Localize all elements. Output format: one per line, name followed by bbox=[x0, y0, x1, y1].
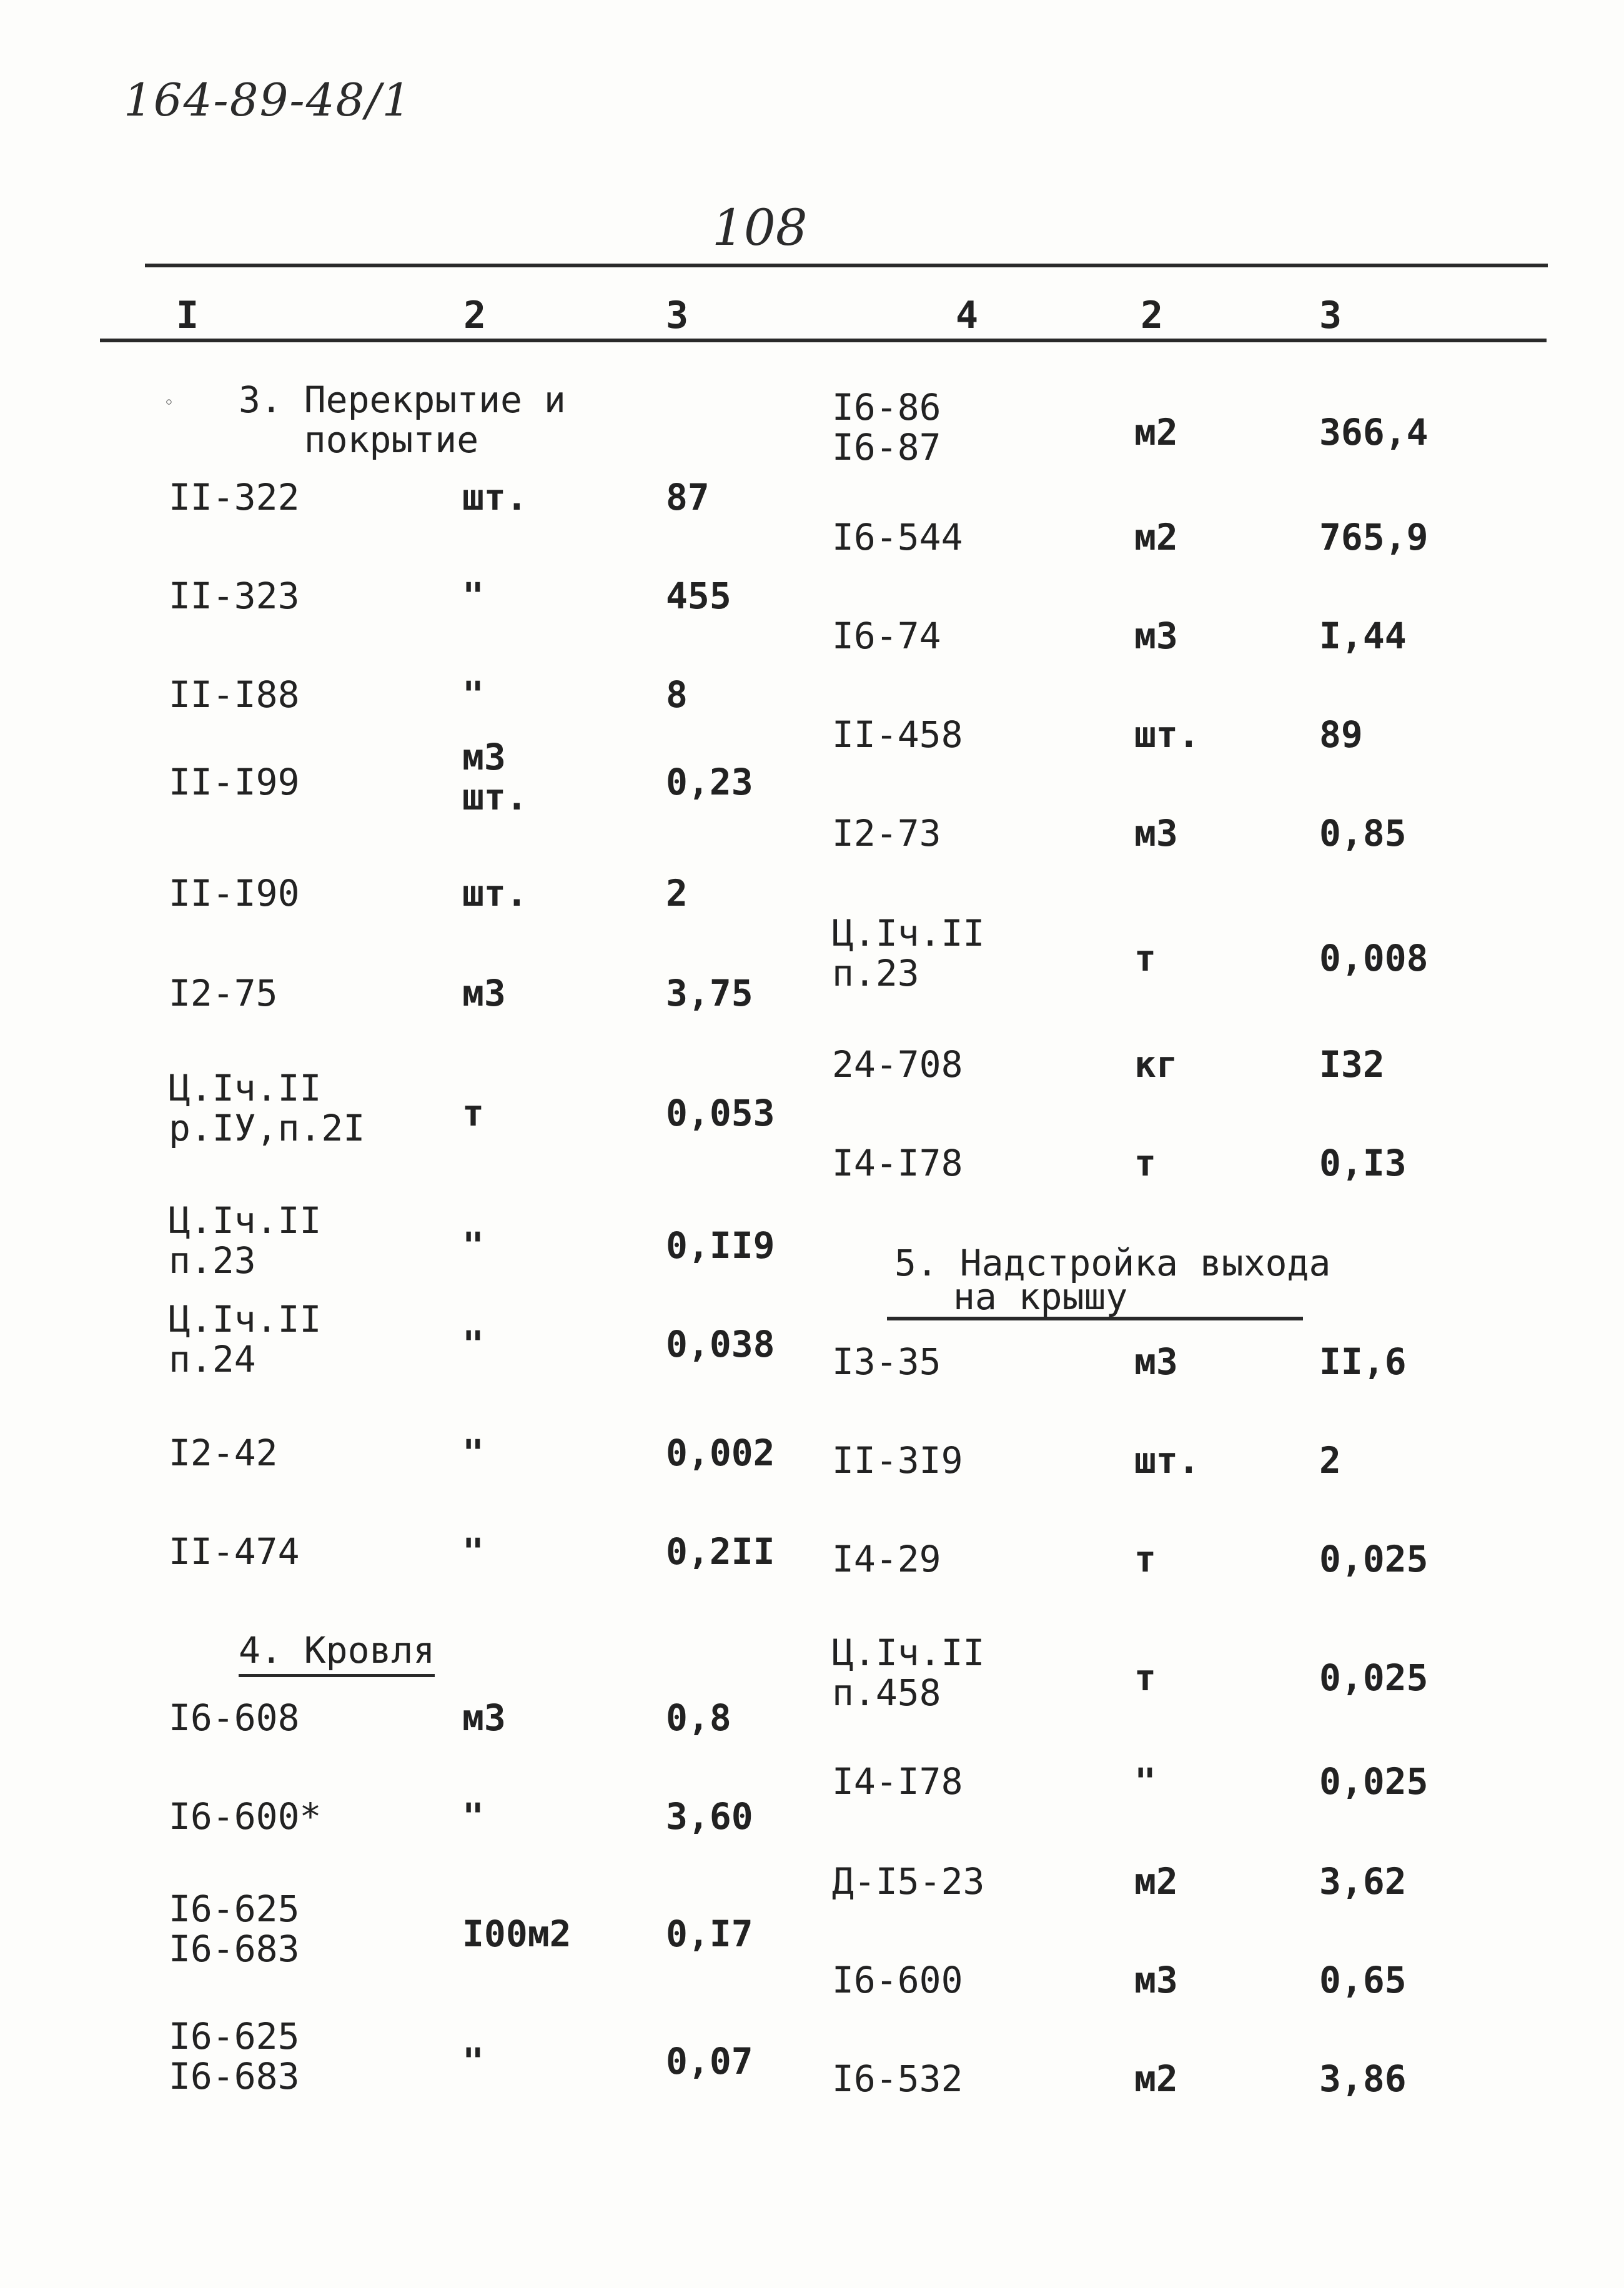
table-cell-code: II-I99 bbox=[169, 761, 300, 803]
table-cell-code: Ц.Iч.II п.24 bbox=[169, 1298, 322, 1380]
header-rule bbox=[100, 339, 1547, 342]
table-cell-unit: " bbox=[462, 1224, 484, 1267]
table-cell-code: 24-708 bbox=[832, 1043, 963, 1086]
table-cell-unit: " bbox=[462, 1795, 484, 1838]
table-cell-code: I6-532 bbox=[832, 2058, 963, 2100]
table-cell-unit: " bbox=[462, 673, 484, 716]
header-right-col1: 4 bbox=[956, 294, 979, 337]
table-cell-code: I6-625 I6-683 bbox=[169, 2015, 300, 2097]
table-cell-unit: т bbox=[1134, 1538, 1156, 1580]
table-cell-unit: I00м2 bbox=[462, 1913, 572, 1955]
table-cell-value: 0,II9 bbox=[666, 1224, 775, 1267]
table-cell-unit: " bbox=[462, 1323, 484, 1365]
section-5-title-line2: на крышу bbox=[887, 1277, 1303, 1320]
table-cell-code: Ц.Iч.II р.IУ,п.2I bbox=[169, 1067, 365, 1149]
table-cell-code: I3-35 bbox=[832, 1340, 941, 1383]
header-right-col2: 2 bbox=[1141, 294, 1164, 337]
table-cell-code: I6-74 bbox=[832, 615, 941, 657]
header-right-col3: 3 bbox=[1319, 294, 1342, 337]
header-left-col2: 2 bbox=[463, 294, 487, 337]
page-number: 108 bbox=[712, 199, 808, 257]
table-cell-value: 765,9 bbox=[1319, 516, 1428, 558]
table-cell-code: II-323 bbox=[169, 575, 300, 617]
table-cell-value: 0,038 bbox=[666, 1323, 775, 1365]
table-cell-code: I4-I78 bbox=[832, 1760, 963, 1803]
table-cell-code: II-I88 bbox=[169, 673, 300, 716]
section-4-title bbox=[239, 1630, 435, 1670]
table-cell-code: I2-75 bbox=[169, 972, 278, 1014]
table-cell-value: II,6 bbox=[1319, 1340, 1407, 1383]
table-cell-value: 0,I7 bbox=[666, 1913, 753, 1955]
table-cell-code: Ц.Iч.II п.23 bbox=[832, 912, 985, 994]
table-cell-code: II-322 bbox=[169, 476, 300, 518]
table-cell-code: Ц.Iч.II п.23 bbox=[169, 1199, 322, 1282]
table-cell-code: I6-600* bbox=[169, 1795, 322, 1838]
table-cell-unit: " bbox=[462, 575, 484, 617]
table-cell-code: I2-73 bbox=[832, 812, 941, 854]
table-cell-unit: шт. bbox=[1134, 1439, 1200, 1482]
table-cell-code: I6-608 bbox=[169, 1696, 300, 1739]
table-cell-value: 0,07 bbox=[666, 2040, 753, 2082]
table-cell-unit: м3 bbox=[1134, 615, 1178, 657]
table-cell-value: 0,025 bbox=[1319, 1657, 1428, 1699]
table-cell-code: I4-29 bbox=[832, 1538, 941, 1580]
table-cell-unit: м2 bbox=[1134, 2058, 1178, 2100]
table-cell-unit: " bbox=[462, 1432, 484, 1474]
table-cell-value: 0,008 bbox=[1319, 937, 1428, 979]
table-cell-unit: " bbox=[1134, 1760, 1156, 1803]
table-cell-value: 0,65 bbox=[1319, 1959, 1407, 2001]
table-cell-code: I6-625 I6-683 bbox=[169, 1888, 300, 1970]
table-cell-value: 0,025 bbox=[1319, 1760, 1428, 1803]
table-cell-code: I6-600 bbox=[832, 1959, 963, 2001]
table-cell-value: 0,2II bbox=[666, 1530, 775, 1573]
table-cell-value: 0,053 bbox=[666, 1092, 775, 1134]
table-cell-unit: м3 bbox=[462, 1696, 506, 1739]
table-cell-value: 0,8 bbox=[666, 1696, 731, 1739]
table-cell-value: 455 bbox=[666, 575, 731, 617]
header-left-col3: 3 bbox=[666, 294, 689, 337]
table-cell-code: Д-I5-23 bbox=[832, 1860, 985, 1903]
document-code: 164-89-48/1 bbox=[124, 74, 412, 126]
table-cell-code: I6-544 bbox=[832, 516, 963, 558]
table-cell-unit: кг bbox=[1134, 1043, 1178, 1086]
table-cell-unit: м3 bbox=[1134, 1959, 1178, 2001]
top-rule bbox=[145, 264, 1548, 267]
table-cell-unit: " bbox=[462, 2040, 484, 2082]
section-3-title: 3. Перекрытие и покрытие bbox=[239, 379, 566, 461]
section-4-title-text: 4. Кровля bbox=[239, 1629, 435, 1677]
table-cell-code: I2-42 bbox=[169, 1432, 278, 1474]
table-cell-unit: т bbox=[1134, 1142, 1156, 1184]
table-cell-unit: м3 bbox=[462, 972, 506, 1014]
table-cell-value: 366,4 bbox=[1319, 411, 1428, 453]
table-cell-unit: " bbox=[462, 1530, 484, 1573]
table-cell-code: II-474 bbox=[169, 1530, 300, 1573]
table-cell-unit: м3 шт. bbox=[462, 736, 528, 818]
table-cell-value: 3,62 bbox=[1319, 1860, 1407, 1903]
table-cell-value: 3,75 bbox=[666, 972, 753, 1014]
table-cell-value: 3,86 bbox=[1319, 2058, 1407, 2100]
table-cell-value: I32 bbox=[1319, 1043, 1385, 1086]
section-5-title-line1: 5. Надстройка выхода bbox=[894, 1242, 1331, 1284]
table-cell-value: I,44 bbox=[1319, 615, 1407, 657]
bullet-mark: ◦ bbox=[164, 392, 174, 413]
table-cell-value: 0,002 bbox=[666, 1432, 775, 1474]
table-cell-unit: м2 bbox=[1134, 1860, 1178, 1903]
table-cell-code: I6-86 I6-87 bbox=[832, 386, 941, 468]
table-cell-value: 0,025 bbox=[1319, 1538, 1428, 1580]
table-cell-code: Ц.Iч.II п.458 bbox=[832, 1632, 985, 1714]
table-cell-unit: т bbox=[462, 1092, 484, 1134]
table-cell-unit: шт. bbox=[462, 872, 528, 914]
table-cell-unit: м3 bbox=[1134, 812, 1178, 854]
table-cell-value: 3,60 bbox=[666, 1795, 753, 1838]
table-cell-unit: шт. bbox=[462, 476, 528, 518]
table-cell-unit: т bbox=[1134, 1657, 1156, 1699]
table-cell-code: I4-I78 bbox=[832, 1142, 963, 1184]
table-cell-code: II-3I9 bbox=[832, 1439, 963, 1482]
table-cell-value: 0,23 bbox=[666, 761, 753, 803]
table-cell-value: 0,I3 bbox=[1319, 1142, 1407, 1184]
table-cell-code: II-I90 bbox=[169, 872, 300, 914]
table-cell-value: 0,85 bbox=[1319, 812, 1407, 854]
table-cell-unit: шт. bbox=[1134, 713, 1200, 756]
table-cell-unit: т bbox=[1134, 937, 1156, 979]
table-cell-value: 87 bbox=[666, 476, 710, 518]
table-cell-value: 2 bbox=[1319, 1439, 1341, 1482]
table-cell-unit: м2 bbox=[1134, 411, 1178, 453]
header-left-col1: I bbox=[176, 294, 199, 337]
table-cell-unit: м3 bbox=[1134, 1340, 1178, 1383]
table-cell-value: 8 bbox=[666, 673, 688, 716]
table-cell-unit: м2 bbox=[1134, 516, 1178, 558]
table-cell-value: 2 bbox=[666, 872, 688, 914]
table-cell-value: 89 bbox=[1319, 713, 1363, 756]
table-cell-code: II-458 bbox=[832, 713, 963, 756]
